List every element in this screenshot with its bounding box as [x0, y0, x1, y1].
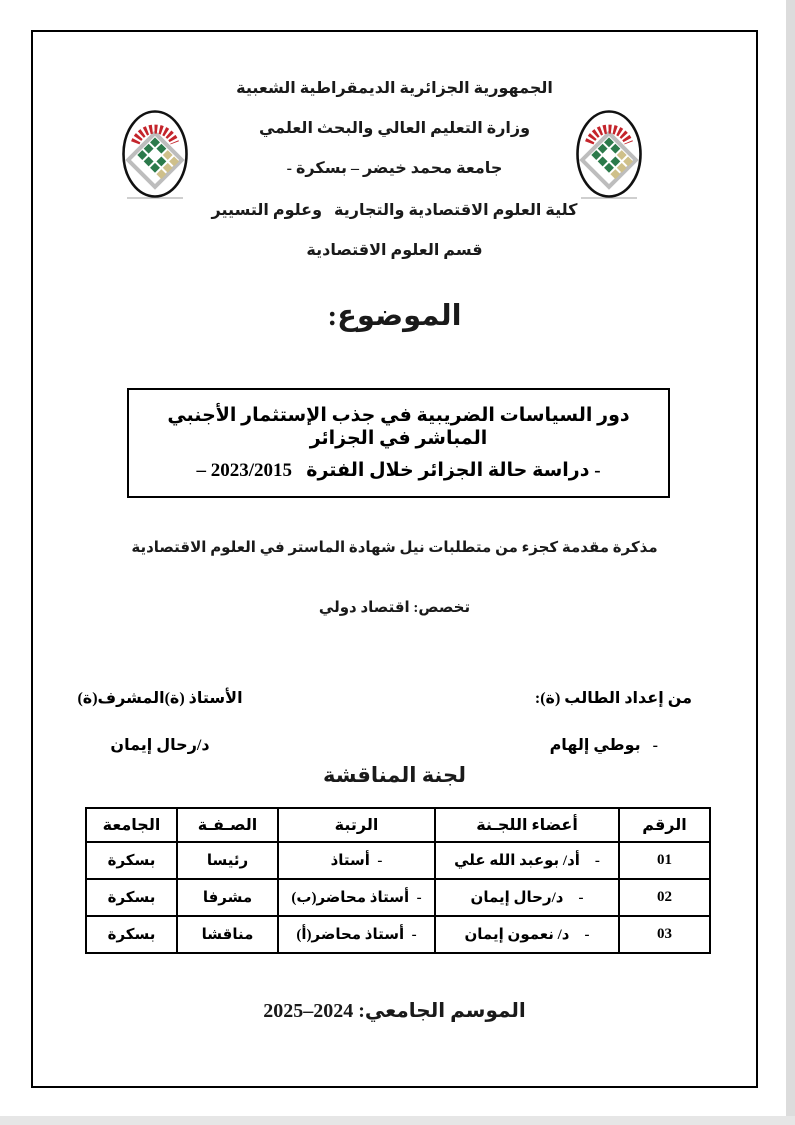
column-header-members: أعضاء اللجـنة — [435, 808, 619, 842]
viewer-page-edge-bottom — [0, 1116, 795, 1125]
student-name: - بوطي إلهام — [549, 737, 658, 754]
thesis-cover-page — [31, 30, 758, 1088]
table-cell-role: مشرفا — [177, 879, 278, 916]
table-cell-university: بسكرة — [86, 879, 177, 916]
column-header-university: الجامعة — [86, 808, 177, 842]
specialty-line: تخصص: اقتصاد دولي — [318, 600, 471, 616]
table-cell-member: - د/ نعمون إيمان — [435, 916, 619, 953]
student-block — [535, 688, 692, 755]
table-header-row — [86, 808, 710, 842]
viewer-page-edge-right — [786, 0, 795, 1125]
column-header-number: الرقم — [619, 808, 710, 842]
table-cell-role: مناقشا — [177, 916, 278, 953]
table-cell-rank: - أستاذ محاضر(ب) — [278, 879, 435, 916]
subject-heading: الموضوع: — [327, 300, 462, 332]
header-university-line: جامعة محمد خيضر – بسكرة - — [286, 160, 503, 177]
header-faculty-line: كلية العلوم الاقتصادية والتجارية وعلوم التسيير — [211, 202, 578, 219]
table-cell-rank: - أستاذ — [278, 842, 435, 879]
committee-heading: لجنة المناقشة — [322, 763, 467, 787]
table-cell-member: - د/رحال إيمان — [435, 879, 619, 916]
header-republic-line: الجمهورية الجزائرية الديمقراطية الشعبية — [236, 80, 553, 97]
thesis-title-line-1: دور السياسات الضريبية في جذب الإستثمار الأجنبي المباشر في الجزائر — [167, 404, 630, 449]
table-cell-university: بسكرة — [86, 916, 177, 953]
table-cell-member: - أد/ بوعبد الله علي — [435, 842, 619, 879]
table-row — [86, 842, 710, 879]
table-cell-number: 03 — [619, 916, 710, 953]
thesis-title-box — [127, 388, 670, 498]
table-cell-university: بسكرة — [86, 842, 177, 879]
column-header-role: الصـفـة — [177, 808, 278, 842]
table-row — [86, 916, 710, 953]
university-seal-logo-icon — [119, 108, 191, 200]
header-ministry-line: وزارة التعليم العالي والبحث العلمي — [258, 120, 531, 137]
thesis-requirement-note: مذكرة مقدمة كجزء من متطلبات نيل شهادة الماستر في العلوم الاقتصادية — [131, 540, 658, 556]
table-cell-number: 01 — [619, 842, 710, 879]
table-row — [86, 879, 710, 916]
column-header-rank: الرتبة — [278, 808, 435, 842]
table-cell-rank: - أستاذ محاضر(أ) — [278, 916, 435, 953]
table-cell-number: 02 — [619, 879, 710, 916]
supervisor-name: د/رحال إيمان — [110, 737, 210, 754]
header-department-line: قسم العلوم الاقتصادية — [306, 242, 483, 259]
university-seal-logo-icon — [573, 108, 645, 200]
supervisor-block — [75, 688, 245, 755]
academic-year-line: الموسم الجامعي: 2024‏–‏2025 — [263, 1000, 526, 1022]
committee-table — [85, 807, 711, 954]
table-cell-role: رئيسا — [177, 842, 278, 879]
student-label: من إعداد الطالب (ة): — [534, 690, 692, 707]
thesis-title-line-2: - دراسة حالة الجزائر خلال الفترة 2015‏/‏2023 – — [196, 460, 601, 482]
supervisor-label: الأستاذ (ة)المشرف(ة) — [77, 690, 243, 707]
